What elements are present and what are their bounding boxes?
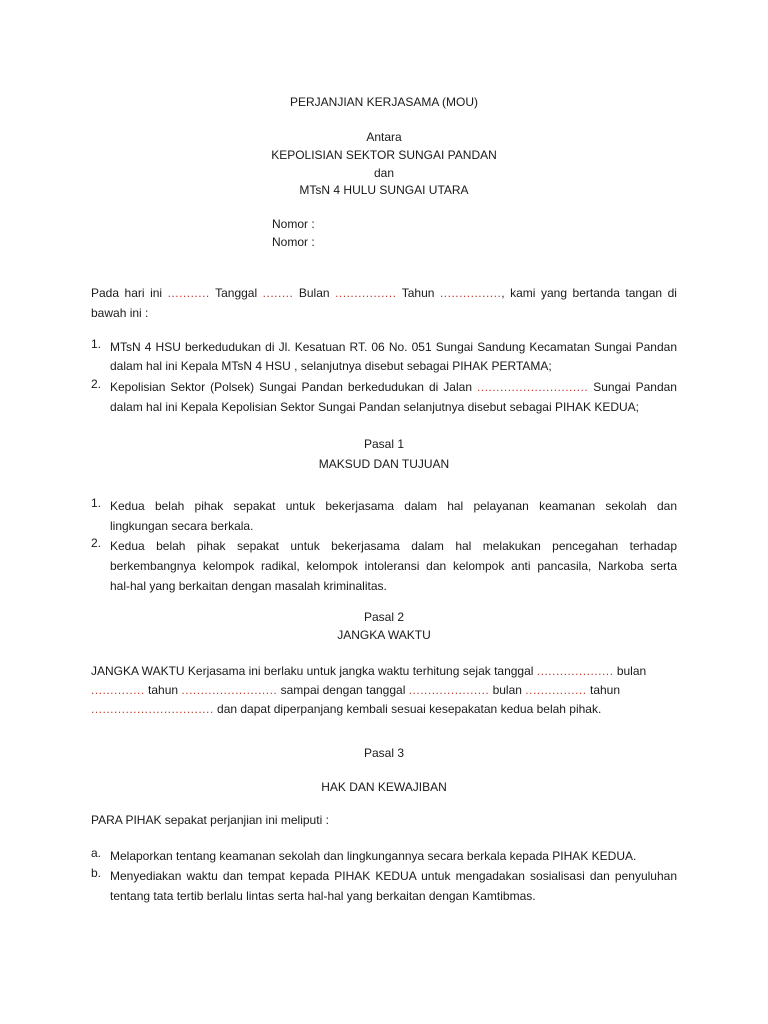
- pasal-1-item-1-line-2: lingkungan secara berkala.: [110, 519, 254, 533]
- party-1-line-2: dalam hal ini Kepala MTsN 4 HSU , selanjutnya disebut sebagai PIHAK PERTAMA;: [110, 359, 552, 373]
- party-1-line-1: MTsN 4 HSU berkedudukan di Jl. Kesatuan RT. 06 No. 051 Sungai Sandung Kecamatan Sungai Pandan: [110, 340, 677, 354]
- pasal-3-item-b-line-1: Menyediakan waktu dan tempat kepada PIHAK KEDUA untuk mengadakan sosialisasi dan penyuluhan: [110, 869, 677, 883]
- between-label: Antara: [366, 130, 402, 144]
- pasal-3-intro: PARA PIHAK sepakat perjanjian ini meliputi :: [91, 813, 329, 827]
- pasal-2-line-1: JANGKA WAKTU Kerjasama ini berlaku untuk jangka waktu terhitung sejak tanggal .................... bulan: [91, 664, 647, 678]
- list-letter: b.: [91, 866, 102, 880]
- pasal-1-item-2-line-1: Kedua belah pihak sepakat untuk bekerjasama dalam hal melakukan pencegahan terhadap: [110, 539, 677, 553]
- list-number: 1.: [91, 496, 102, 510]
- blank-address: .............................: [477, 380, 589, 394]
- pasal-1-item-2-line-2: berkembangnya kelompok radikal, kelompok intoleransi dan kelompok anti pancasila, Narkoba serta: [110, 559, 677, 573]
- blank-day: ...........: [167, 286, 210, 300]
- list-number: 1.: [91, 337, 102, 351]
- blank-year: ................: [439, 286, 502, 300]
- party-one-heading: KEPOLISIAN SEKTOR SUNGAI PANDAN: [271, 148, 497, 162]
- and-label: dan: [373, 166, 395, 180]
- list-number: 2.: [91, 536, 102, 550]
- list-letter: a.: [91, 846, 102, 860]
- party-2-line-2: dalam hal ini Kepala Kepolisian Sektor Sungai Pandan selanjutnya disebut sebagai PIHAK KEDUA;: [110, 400, 639, 414]
- blank-end-date: .....................: [408, 683, 490, 697]
- nomor-field-2: Nomor :: [272, 235, 315, 249]
- blank-date: ........: [262, 286, 294, 300]
- pasal-2-title: Pasal 2: [363, 610, 405, 624]
- pasal-1-title: Pasal 1: [363, 437, 405, 451]
- blank-end-month: ................: [525, 683, 587, 697]
- blank-month: ................: [335, 286, 397, 300]
- nomor-field-1: Nomor :: [272, 217, 315, 231]
- pasal-2-line-2: .............. tahun ......................... sampai dengan tanggal ..................... bulan ................ tahun: [91, 683, 621, 697]
- blank-start-month: ..............: [91, 683, 145, 697]
- pasal-1-item-2-line-3: hal-hal yang berkaitan dengan masalah kriminalitas.: [110, 579, 387, 593]
- pasal-1-item-1-line-1: Kedua belah pihak sepakat untuk bekerjasama dalam hal pelayanan keamanan sekolah dan: [110, 499, 677, 513]
- intro-line-2: bawah ini :: [91, 306, 149, 320]
- blank-start-date: ....................: [536, 664, 614, 678]
- pasal-1-subtitle: MAKSUD DAN TUJUAN: [318, 457, 450, 471]
- pasal-3-item-a: Melaporkan tentang keamanan sekolah dan lingkungannya secara berkala kepada PIHAK KEDUA.: [110, 849, 637, 863]
- blank-start-year: .........................: [181, 683, 278, 697]
- intro-line-1: Pada hari ini ........... Tanggal ........ Bulan ................ Tahun ................, kami yang bertanda tangan di: [91, 286, 677, 300]
- list-number: 2.: [91, 377, 102, 391]
- party-2-line-1: Kepolisian Sektor (Polsek) Sungai Pandan berkedudukan di Jalan ............................. Sungai Pandan: [110, 380, 677, 394]
- party-two-heading: MTsN 4 HULU SUNGAI UTARA: [299, 183, 469, 197]
- pasal-3-subtitle: HAK DAN KEWAJIBAN: [321, 780, 447, 794]
- blank-end-year: ................................: [91, 702, 214, 716]
- pasal-2-line-3: ................................ dan dapat diperpanjang kembali sesuai kesepakatan kedua belah pihak.: [91, 702, 602, 716]
- document-title: PERJANJIAN KERJASAMA (MOU): [289, 95, 479, 109]
- pasal-3-title: Pasal 3: [363, 746, 405, 760]
- pasal-3-item-b-line-2: tentang tata tertib berlalu lintas serta hal-hal yang berkaitan dengan Kamtibmas.: [110, 889, 536, 903]
- pasal-2-subtitle: JANGKA WAKTU: [337, 628, 431, 642]
